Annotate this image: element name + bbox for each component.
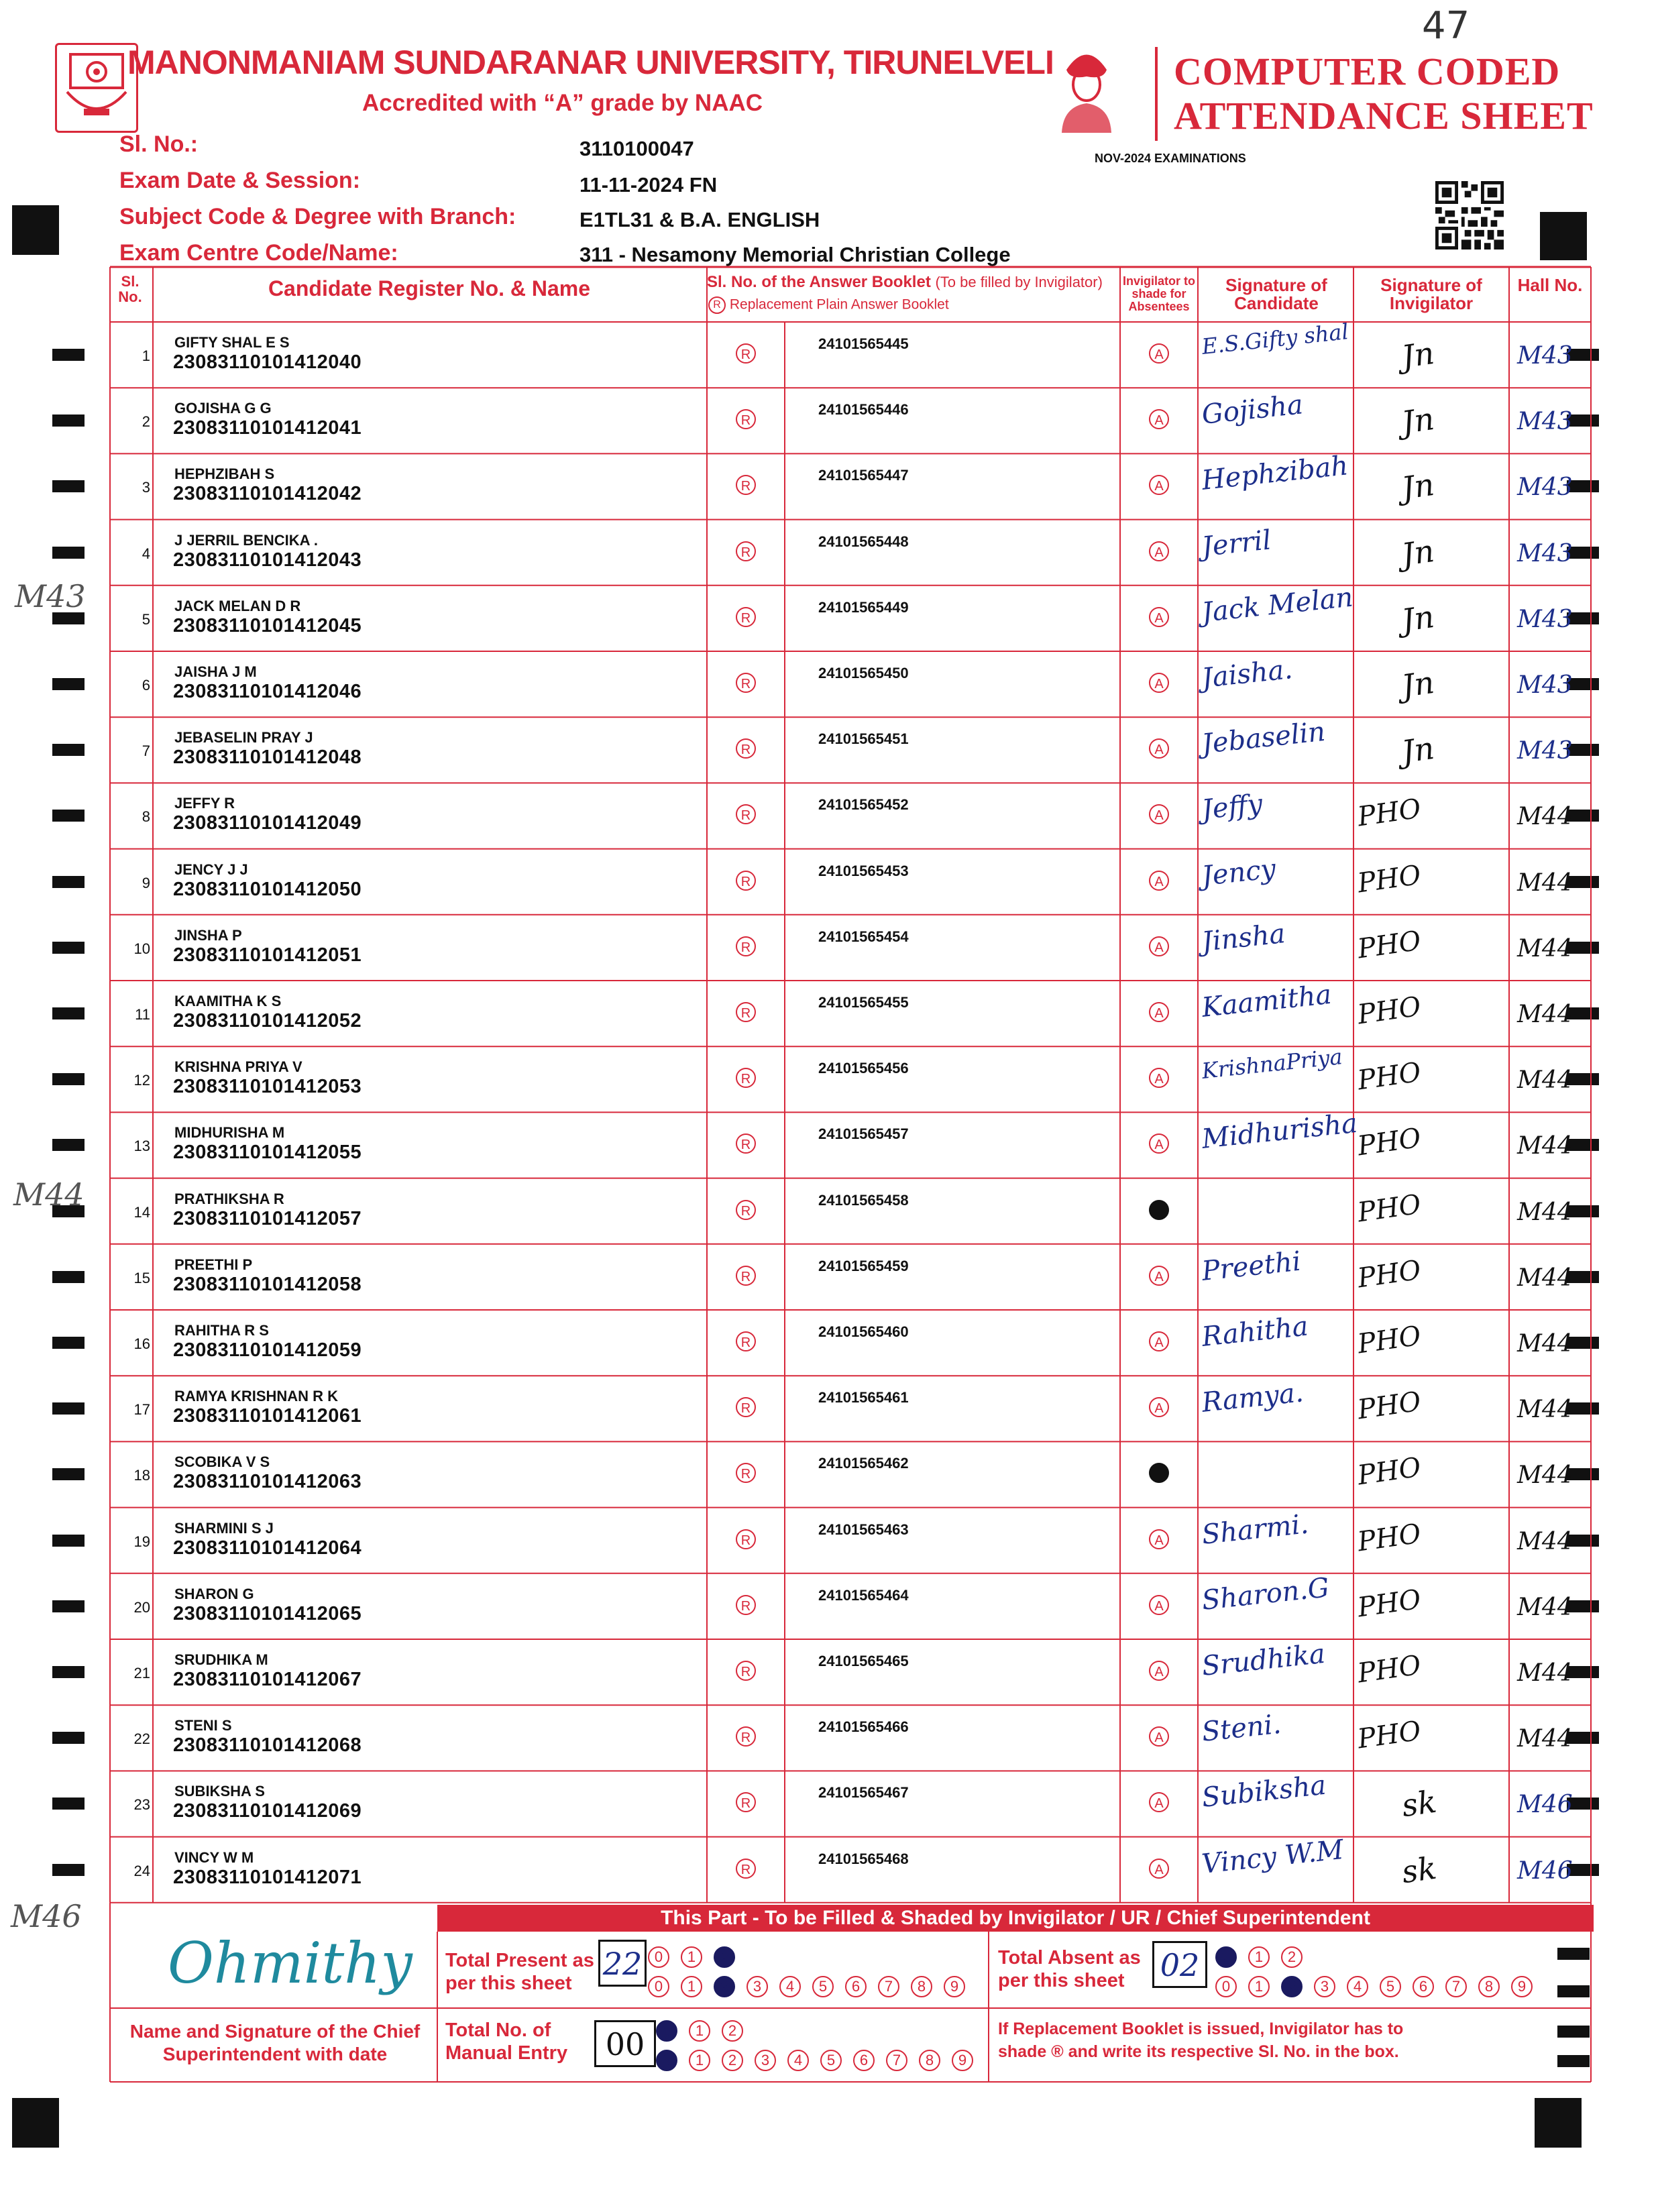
present-units-bubble[interactable]: 5 bbox=[812, 1976, 834, 1997]
invigilator-signature: PHO bbox=[1356, 1715, 1423, 1755]
present-units-bubble[interactable]: 6 bbox=[845, 1976, 867, 1997]
footer-banner: This Part - To be Filled & Shaded by Invigilator / UR / Chief Superintendent bbox=[437, 1905, 1594, 1932]
total-absent-label: Total Absent as per this sheet bbox=[998, 1947, 1141, 1991]
hall-number: M44 bbox=[1517, 1396, 1573, 1424]
replacement-bubble[interactable]: R bbox=[736, 1463, 756, 1483]
invigilator-signature: PHO bbox=[1356, 1188, 1423, 1228]
col-header-candidate: Candidate Register No. & Name bbox=[268, 276, 591, 300]
present-tens-bubble[interactable]: 1 bbox=[681, 1946, 702, 1968]
invigilator-signature: PHO bbox=[1356, 1123, 1423, 1162]
answer-booklet-number: 24101565451 bbox=[818, 730, 909, 748]
answer-booklet-number: 24101565448 bbox=[818, 533, 909, 550]
manual-entry-box[interactable]: 00 bbox=[594, 2020, 656, 2067]
manual-entry-label: Total No. of Manual Entry bbox=[445, 2020, 568, 2064]
hall-number: M44 bbox=[1517, 803, 1573, 831]
col-header-sl: Sl. No. bbox=[118, 273, 142, 306]
candidate-signature: Ramya. bbox=[1200, 1377, 1305, 1419]
subject-code-value: E1TL31 & B.A. ENGLISH bbox=[579, 208, 820, 231]
register-number: 23083110101412040 bbox=[173, 351, 362, 373]
present-tens-bubble[interactable]: 2 bbox=[714, 1946, 735, 1968]
candidate-name: JEFFY R bbox=[174, 795, 235, 812]
answer-booklet-number: 24101565446 bbox=[818, 401, 909, 419]
chief-superintendent-signature: Ohmithy bbox=[168, 1930, 412, 1996]
candidate-signature: Sharon.G bbox=[1200, 1571, 1331, 1616]
row-sl-no: 7 bbox=[142, 742, 150, 760]
row-sl-no: 3 bbox=[142, 479, 150, 496]
absent-units-bubble[interactable]: 6 bbox=[1413, 1976, 1434, 1997]
present-units-bubble[interactable]: 8 bbox=[911, 1976, 932, 1997]
answer-booklet-number: 24101565459 bbox=[818, 1257, 909, 1274]
hall-number: M44 bbox=[1517, 1593, 1573, 1621]
hall-number: M44 bbox=[1517, 1330, 1573, 1358]
hall-number: M44 bbox=[1517, 1461, 1573, 1490]
replacement-bubble[interactable]: R bbox=[736, 804, 756, 824]
answer-booklet-number: 24101565458 bbox=[818, 1191, 909, 1209]
absentee-bubble[interactable]: A bbox=[1149, 1792, 1169, 1812]
hall-number: M44 bbox=[1517, 1527, 1573, 1555]
row-sl-no: 1 bbox=[142, 347, 150, 364]
row-sl-no: 10 bbox=[133, 940, 150, 957]
present-units-bubble[interactable]: 1 bbox=[681, 1976, 702, 1997]
page-number: 47 bbox=[1422, 4, 1470, 48]
hall-number: M44 bbox=[1517, 1264, 1573, 1292]
margin-note-hall-43: M43 bbox=[15, 578, 86, 614]
hall-number: M46 bbox=[1517, 1857, 1573, 1885]
candidate-signature: Gojisha bbox=[1200, 389, 1305, 431]
invigilator-signature: PHO bbox=[1356, 793, 1423, 833]
sheet-title-line-1: COMPUTER CODED bbox=[1174, 50, 1561, 93]
hall-number: M43 bbox=[1517, 474, 1573, 502]
absentee-bubble[interactable]: A bbox=[1149, 343, 1169, 364]
subject-code-label: Subject Code & Degree with Branch: bbox=[119, 204, 516, 229]
answer-booklet-number: 24101565445 bbox=[818, 335, 909, 352]
row-sl-no: 9 bbox=[142, 874, 150, 891]
replacement-bubble[interactable]: R bbox=[736, 1068, 756, 1088]
replacement-bubble[interactable]: R bbox=[736, 1859, 756, 1879]
hall-number: M44 bbox=[1517, 1066, 1573, 1095]
row-sl-no: 19 bbox=[133, 1533, 150, 1550]
absentee-bubble[interactable]: A bbox=[1149, 738, 1169, 759]
register-number: 23083110101412063 bbox=[173, 1471, 362, 1493]
present-units-bubble[interactable]: 0 bbox=[648, 1976, 669, 1997]
register-number: 23083110101412069 bbox=[173, 1800, 362, 1822]
present-units-bubble[interactable]: 4 bbox=[779, 1976, 801, 1997]
answer-booklet-number: 24101565456 bbox=[818, 1060, 909, 1077]
register-number: 23083110101412041 bbox=[173, 417, 362, 439]
candidate-name: SHARON G bbox=[174, 1585, 254, 1602]
replacement-bubble[interactable]: R bbox=[736, 1266, 756, 1286]
exam-centre-value: 311 - Nesamony Memorial Christian College bbox=[579, 243, 1011, 266]
register-number: 23083110101412067 bbox=[173, 1669, 362, 1690]
candidate-name: SHARMINI S J bbox=[174, 1519, 274, 1537]
answer-booklet-number: 24101565465 bbox=[818, 1653, 909, 1669]
candidate-name: KAAMITHA K S bbox=[174, 993, 282, 1009]
replacement-bubble[interactable]: R bbox=[736, 1661, 756, 1681]
candidate-name: KRISHNA PRIYA V bbox=[174, 1058, 302, 1076]
candidate-signature: E.S.Gifty shal bbox=[1201, 319, 1350, 360]
replacement-marker-icon: R bbox=[708, 296, 726, 314]
answer-booklet-number: 24101565454 bbox=[818, 928, 909, 945]
hall-number: M43 bbox=[1517, 539, 1573, 567]
replacement-bubble[interactable]: R bbox=[736, 607, 756, 627]
candidate-name: RAMYA KRISHNAN R K bbox=[174, 1388, 339, 1405]
manual-units-bubble[interactable]: 4 bbox=[787, 2050, 809, 2071]
absentee-bubble[interactable] bbox=[1149, 1200, 1169, 1220]
present-tens-bubble[interactable]: 0 bbox=[648, 1946, 669, 1968]
row-sl-no: 2 bbox=[142, 413, 150, 431]
sl-no-value: 3110100047 bbox=[579, 137, 694, 160]
candidate-signature: Kaamitha bbox=[1200, 979, 1333, 1024]
manual-tens-bubble[interactable]: 1 bbox=[689, 2020, 710, 2042]
absentee-bubble[interactable]: A bbox=[1149, 607, 1169, 627]
absentee-bubble[interactable]: A bbox=[1149, 1859, 1169, 1879]
answer-booklet-number: 24101565447 bbox=[818, 467, 909, 484]
replacement-label: Replacement Plain Answer Booklet bbox=[729, 296, 949, 313]
row-sl-no: 18 bbox=[133, 1467, 150, 1484]
answer-booklet-number: 24101565460 bbox=[818, 1323, 909, 1340]
replacement-bubble[interactable]: R bbox=[736, 1331, 756, 1351]
col-header-booklet bbox=[707, 274, 1119, 290]
register-number: 23083110101412049 bbox=[173, 812, 362, 834]
manual-units-bubble[interactable]: 2 bbox=[722, 2050, 743, 2071]
candidate-signature: Jeffy bbox=[1200, 789, 1264, 826]
candidate-signature: Midhurisha bbox=[1200, 1108, 1360, 1156]
hall-number: M44 bbox=[1517, 1725, 1573, 1753]
absentee-bubble[interactable]: A bbox=[1149, 1266, 1169, 1286]
invigilator-signature: PHO bbox=[1356, 1056, 1423, 1097]
candidate-signature: Jebaselin bbox=[1200, 716, 1327, 761]
candidate-name: JENCY J J bbox=[174, 861, 248, 878]
row-sl-no: 15 bbox=[133, 1269, 150, 1286]
invigilator-signature: Jn bbox=[1399, 730, 1437, 771]
row-sl-no: 16 bbox=[133, 1335, 150, 1352]
hall-number: M43 bbox=[1517, 671, 1573, 699]
register-number: 23083110101412064 bbox=[173, 1537, 362, 1559]
register-number: 23083110101412058 bbox=[173, 1273, 362, 1295]
absent-tens-bubble[interactable]: 1 bbox=[1248, 1946, 1270, 1968]
absent-units-bubble[interactable]: 8 bbox=[1478, 1976, 1500, 1997]
candidate-name: SUBIKSHA S bbox=[174, 1783, 265, 1800]
candidate-signature: Jaisha. bbox=[1200, 653, 1294, 694]
invigilator-signature: Jn bbox=[1399, 400, 1437, 441]
candidate-name: GOJISHA G G bbox=[174, 400, 272, 417]
register-number: 23083110101412055 bbox=[173, 1142, 362, 1164]
answer-booklet-number: 24101565461 bbox=[818, 1389, 909, 1406]
replacement-bubble[interactable]: R bbox=[736, 1792, 756, 1812]
candidate-name: HEPHZIBAH S bbox=[174, 465, 275, 483]
replacement-bubble[interactable]: R bbox=[736, 871, 756, 891]
row-sl-no: 20 bbox=[133, 1598, 150, 1616]
invigilator-signature: Jn bbox=[1399, 663, 1437, 705]
invigilator-signature: PHO bbox=[1356, 991, 1423, 1031]
candidate-signature: Srudhika bbox=[1200, 1638, 1327, 1682]
register-number: 23083110101412051 bbox=[173, 944, 362, 966]
exam-date-value: 11-11-2024 FN bbox=[579, 173, 718, 197]
col-header-signature-candidate: Signature of Candidate bbox=[1225, 275, 1327, 314]
replacement-note: If Replacement Booklet is issued, Invigilator has to shade ® and write its respective Sl. No. in the box. bbox=[998, 2020, 1404, 2061]
absent-units-bubble[interactable]: 4 bbox=[1347, 1976, 1368, 1997]
hall-number: M44 bbox=[1517, 869, 1573, 897]
invigilator-signature: Jn bbox=[1399, 598, 1437, 639]
row-sl-no: 17 bbox=[133, 1401, 150, 1419]
row-sl-no: 8 bbox=[142, 808, 150, 826]
absentee-bubble[interactable]: A bbox=[1149, 1529, 1169, 1549]
register-number: 23083110101412042 bbox=[173, 483, 362, 505]
hall-number: M46 bbox=[1517, 1791, 1573, 1819]
replacement-bubble[interactable]: R bbox=[736, 738, 756, 759]
answer-booklet-number: 24101565467 bbox=[818, 1784, 909, 1802]
replacement-bubble[interactable]: R bbox=[736, 673, 756, 693]
register-number: 23083110101412043 bbox=[173, 549, 362, 571]
hall-number: M44 bbox=[1517, 1198, 1573, 1226]
present-units-bubble[interactable]: 7 bbox=[878, 1976, 899, 1997]
register-number: 23083110101412046 bbox=[173, 681, 362, 702]
candidate-signature: Subiksha bbox=[1200, 1770, 1328, 1814]
row-sl-no: 24 bbox=[133, 1862, 150, 1879]
answer-booklet-number: 24101565453 bbox=[818, 862, 909, 879]
candidate-signature: Vincy W.M bbox=[1200, 1834, 1345, 1880]
replacement-bubble[interactable]: R bbox=[736, 475, 756, 495]
candidate-name: VINCY W M bbox=[174, 1848, 254, 1866]
candidate-signature: Preethi bbox=[1200, 1246, 1303, 1287]
row-sl-no: 6 bbox=[142, 677, 150, 694]
invigilator-signature: PHO bbox=[1356, 1386, 1423, 1426]
absent-units-bubble[interactable]: 1 bbox=[1248, 1976, 1270, 1997]
candidate-name: J JERRIL BENCIKA . bbox=[174, 531, 318, 549]
row-sl-no: 4 bbox=[142, 545, 150, 562]
manual-units-bubble[interactable]: 8 bbox=[919, 2050, 940, 2071]
absentee-bubble[interactable]: A bbox=[1149, 1133, 1169, 1154]
candidate-name: JACK MELAN D R bbox=[174, 597, 301, 614]
candidate-name: STENI S bbox=[174, 1717, 232, 1734]
total-present-label: Total Present as per this sheet bbox=[445, 1950, 594, 1994]
register-number: 23083110101412071 bbox=[173, 1866, 362, 1888]
replacement-bubble[interactable]: R bbox=[736, 1002, 756, 1022]
invigilator-signature: PHO bbox=[1356, 1254, 1423, 1294]
manual-units-bubble[interactable]: 6 bbox=[853, 2050, 875, 2071]
absentee-bubble[interactable]: A bbox=[1149, 541, 1169, 561]
chief-superintendent-label: Name and Signature of the Chief Superintendent with date bbox=[129, 2021, 421, 2064]
invigilator-signature: sk bbox=[1399, 1849, 1439, 1890]
row-sl-no: 13 bbox=[133, 1138, 150, 1155]
accreditation-text: Accredited with “A” grade by NAAC bbox=[362, 90, 763, 116]
register-number: 23083110101412045 bbox=[173, 614, 362, 637]
absentee-bubble[interactable]: A bbox=[1149, 673, 1169, 693]
candidate-name: PREETHI P bbox=[174, 1256, 253, 1273]
total-absent-box[interactable]: 02 bbox=[1152, 1941, 1207, 1988]
candidate-signature: Jency bbox=[1200, 853, 1278, 892]
absentee-bubble[interactable]: A bbox=[1149, 1661, 1169, 1681]
manual-units-bubble[interactable]: 3 bbox=[755, 2050, 776, 2071]
invigilator-signature: PHO bbox=[1356, 1452, 1423, 1492]
candidate-signature: Jinsha bbox=[1200, 918, 1287, 958]
exam-centre-label: Exam Centre Code/Name: bbox=[119, 240, 398, 266]
absentee-bubble[interactable]: A bbox=[1149, 1595, 1169, 1615]
hall-number: M44 bbox=[1517, 1001, 1573, 1028]
absentee-bubble[interactable]: A bbox=[1149, 475, 1169, 495]
invigilator-signature: PHO bbox=[1356, 1320, 1423, 1360]
invigilator-signature: Jn bbox=[1399, 532, 1437, 573]
replacement-bubble[interactable]: R bbox=[736, 1595, 756, 1615]
absentee-bubble[interactable]: A bbox=[1149, 1397, 1169, 1417]
candidate-name: MIDHURISHA M bbox=[174, 1124, 285, 1142]
row-sl-no: 11 bbox=[135, 1006, 150, 1023]
absent-units-bubble[interactable]: 9 bbox=[1511, 1976, 1533, 1997]
margin-note-hall-44: M44 bbox=[13, 1176, 85, 1213]
candidate-name: SCOBIKA V S bbox=[174, 1453, 270, 1471]
manual-units-bubble[interactable]: 1 bbox=[689, 2050, 710, 2071]
answer-booklet-number: 24101565466 bbox=[818, 1718, 909, 1736]
absent-units-bubble[interactable]: 2 bbox=[1281, 1976, 1303, 1997]
absent-units-bubble[interactable]: 5 bbox=[1380, 1976, 1401, 1997]
invigilator-signature: PHO bbox=[1356, 859, 1423, 899]
invigilator-signature: PHO bbox=[1356, 1518, 1423, 1557]
answer-booklet-number: 24101565449 bbox=[818, 598, 909, 616]
manual-tens-bubble[interactable]: 2 bbox=[722, 2020, 743, 2042]
hall-number: M44 bbox=[1517, 934, 1573, 962]
invigilator-signature: Jn bbox=[1399, 334, 1437, 376]
col-header-signature-invigilator: Signature of Invigilator bbox=[1380, 275, 1482, 314]
answer-booklet-number: 24101565464 bbox=[818, 1586, 909, 1604]
replacement-bubble[interactable]: R bbox=[736, 1200, 756, 1220]
answer-booklet-number: 24101565462 bbox=[818, 1455, 909, 1472]
invigilator-signature: PHO bbox=[1356, 1584, 1423, 1624]
replacement-bubble[interactable]: R bbox=[736, 409, 756, 429]
hall-number: M44 bbox=[1517, 1132, 1573, 1160]
absentee-bubble[interactable]: A bbox=[1149, 936, 1169, 956]
row-sl-no: 22 bbox=[133, 1730, 150, 1748]
register-number: 23083110101412050 bbox=[173, 878, 362, 900]
exam-date-label: Exam Date & Session: bbox=[119, 168, 361, 193]
present-units-bubble[interactable]: 9 bbox=[944, 1976, 965, 1997]
hall-number: M43 bbox=[1517, 737, 1573, 765]
replacement-bubble[interactable]: R bbox=[736, 1397, 756, 1417]
replacement-bubble[interactable]: R bbox=[736, 541, 756, 561]
sl-no-label: Sl. No.: bbox=[119, 131, 199, 157]
manual-units-bubble[interactable]: 9 bbox=[952, 2050, 973, 2071]
absent-tens-bubble[interactable]: 2 bbox=[1281, 1946, 1303, 1968]
absentee-bubble[interactable]: A bbox=[1149, 409, 1169, 429]
absentee-bubble[interactable]: A bbox=[1149, 804, 1169, 824]
answer-booklet-number: 24101565450 bbox=[818, 665, 909, 681]
invigilator-signature: PHO bbox=[1356, 925, 1423, 965]
candidate-signature: Hephzibah bbox=[1200, 450, 1350, 497]
absentee-bubble[interactable]: A bbox=[1149, 1002, 1169, 1022]
candidate-signature: Sharmi. bbox=[1200, 1508, 1311, 1551]
row-sl-no: 5 bbox=[142, 610, 150, 628]
absentee-bubble[interactable]: A bbox=[1149, 1726, 1169, 1747]
row-sl-no: 21 bbox=[133, 1665, 150, 1681]
replacement-bubble[interactable]: R bbox=[736, 1529, 756, 1549]
answer-booklet-number: 24101565463 bbox=[818, 1520, 909, 1538]
invigilator-signature: Jn bbox=[1399, 466, 1437, 507]
margin-note-hall-46: M46 bbox=[11, 1898, 82, 1934]
hall-number: M43 bbox=[1517, 605, 1573, 633]
present-units-bubble[interactable]: 2 bbox=[714, 1976, 735, 1997]
register-number: 23083110101412057 bbox=[173, 1207, 362, 1229]
candidate-name: JAISHA J M bbox=[174, 663, 257, 680]
absent-tens-bubble[interactable]: 0 bbox=[1215, 1946, 1237, 1968]
hall-number: M43 bbox=[1517, 408, 1573, 436]
register-number: 23083110101412059 bbox=[173, 1339, 362, 1361]
register-number: 23083110101412065 bbox=[173, 1602, 362, 1624]
manual-units-bubble[interactable]: 5 bbox=[820, 2050, 842, 2071]
row-sl-no: 23 bbox=[133, 1796, 150, 1814]
replacement-bubble[interactable]: R bbox=[736, 1133, 756, 1154]
answer-booklet-number: 24101565468 bbox=[818, 1850, 909, 1867]
absent-units-bubble[interactable]: 7 bbox=[1445, 1976, 1467, 1997]
candidate-name: RAHITHA R S bbox=[174, 1322, 269, 1339]
col-header-absentee: Invigilator to shade for Absentees bbox=[1123, 274, 1195, 313]
candidate-name: JEBASELIN PRAY J bbox=[174, 729, 313, 746]
manual-units-bubble[interactable]: 7 bbox=[886, 2050, 907, 2071]
candidate-signature: Rahitha bbox=[1200, 1311, 1310, 1353]
booklet-title: Sl. No. of the Answer Booklet bbox=[707, 273, 931, 291]
invigilator-signature: PHO bbox=[1356, 1649, 1423, 1690]
row-sl-no: 12 bbox=[133, 1072, 150, 1089]
register-number: 23083110101412048 bbox=[173, 746, 362, 769]
col-header-hall: Hall No. bbox=[1517, 275, 1583, 295]
register-number: 23083110101412061 bbox=[173, 1405, 362, 1427]
candidate-name: JINSHA P bbox=[174, 926, 242, 944]
register-number: 23083110101412053 bbox=[173, 1076, 362, 1098]
answer-booklet-number: 24101565457 bbox=[818, 1125, 909, 1143]
absent-units-bubble[interactable]: 0 bbox=[1215, 1976, 1237, 1997]
hall-number: M43 bbox=[1517, 342, 1573, 370]
replacement-bubble[interactable]: R bbox=[736, 936, 756, 956]
answer-booklet-number: 24101565452 bbox=[818, 796, 909, 814]
present-units-bubble[interactable]: 3 bbox=[747, 1976, 768, 1997]
replacement-bubble[interactable]: R bbox=[736, 343, 756, 364]
answer-booklet-number: 24101565455 bbox=[818, 994, 909, 1011]
exam-session-tag: NOV-2024 EXAMINATIONS bbox=[1095, 152, 1246, 165]
register-number: 23083110101412052 bbox=[173, 1010, 362, 1032]
candidate-signature: Jerril bbox=[1200, 524, 1273, 563]
candidate-signature: Steni. bbox=[1200, 1708, 1283, 1749]
absentee-bubble[interactable]: A bbox=[1149, 1331, 1169, 1351]
invigilator-signature: sk bbox=[1399, 1783, 1439, 1824]
absentee-bubble[interactable]: A bbox=[1149, 1068, 1169, 1088]
candidate-name: SRUDHIKA M bbox=[174, 1651, 268, 1668]
candidate-signature: Jack Melan bbox=[1200, 582, 1355, 628]
absent-units-bubble[interactable]: 3 bbox=[1314, 1976, 1335, 1997]
sheet-title-line-2: ATTENDANCE SHEET bbox=[1174, 94, 1594, 137]
university-name: MANONMANIAM SUNDARANAR UNIVERSITY, TIRUNELVELI bbox=[127, 44, 1054, 81]
booklet-note: (To be filled by Invigilator) bbox=[935, 274, 1103, 290]
hall-number: M44 bbox=[1517, 1659, 1573, 1687]
total-present-box[interactable]: 22 bbox=[598, 1940, 647, 1987]
row-sl-no: 14 bbox=[133, 1203, 150, 1221]
absentee-bubble[interactable]: A bbox=[1149, 871, 1169, 891]
col-header-replacement bbox=[708, 296, 1111, 314]
manual-units-bubble[interactable]: 0 bbox=[656, 2050, 677, 2071]
replacement-bubble[interactable]: R bbox=[736, 1726, 756, 1747]
register-number: 23083110101412068 bbox=[173, 1734, 362, 1757]
manual-tens-bubble[interactable]: 0 bbox=[656, 2020, 677, 2042]
candidate-signature: KrishnaPriya bbox=[1201, 1044, 1344, 1085]
candidate-name: PRATHIKSHA R bbox=[174, 1190, 284, 1207]
candidate-name: GIFTY SHAL E S bbox=[174, 334, 290, 351]
